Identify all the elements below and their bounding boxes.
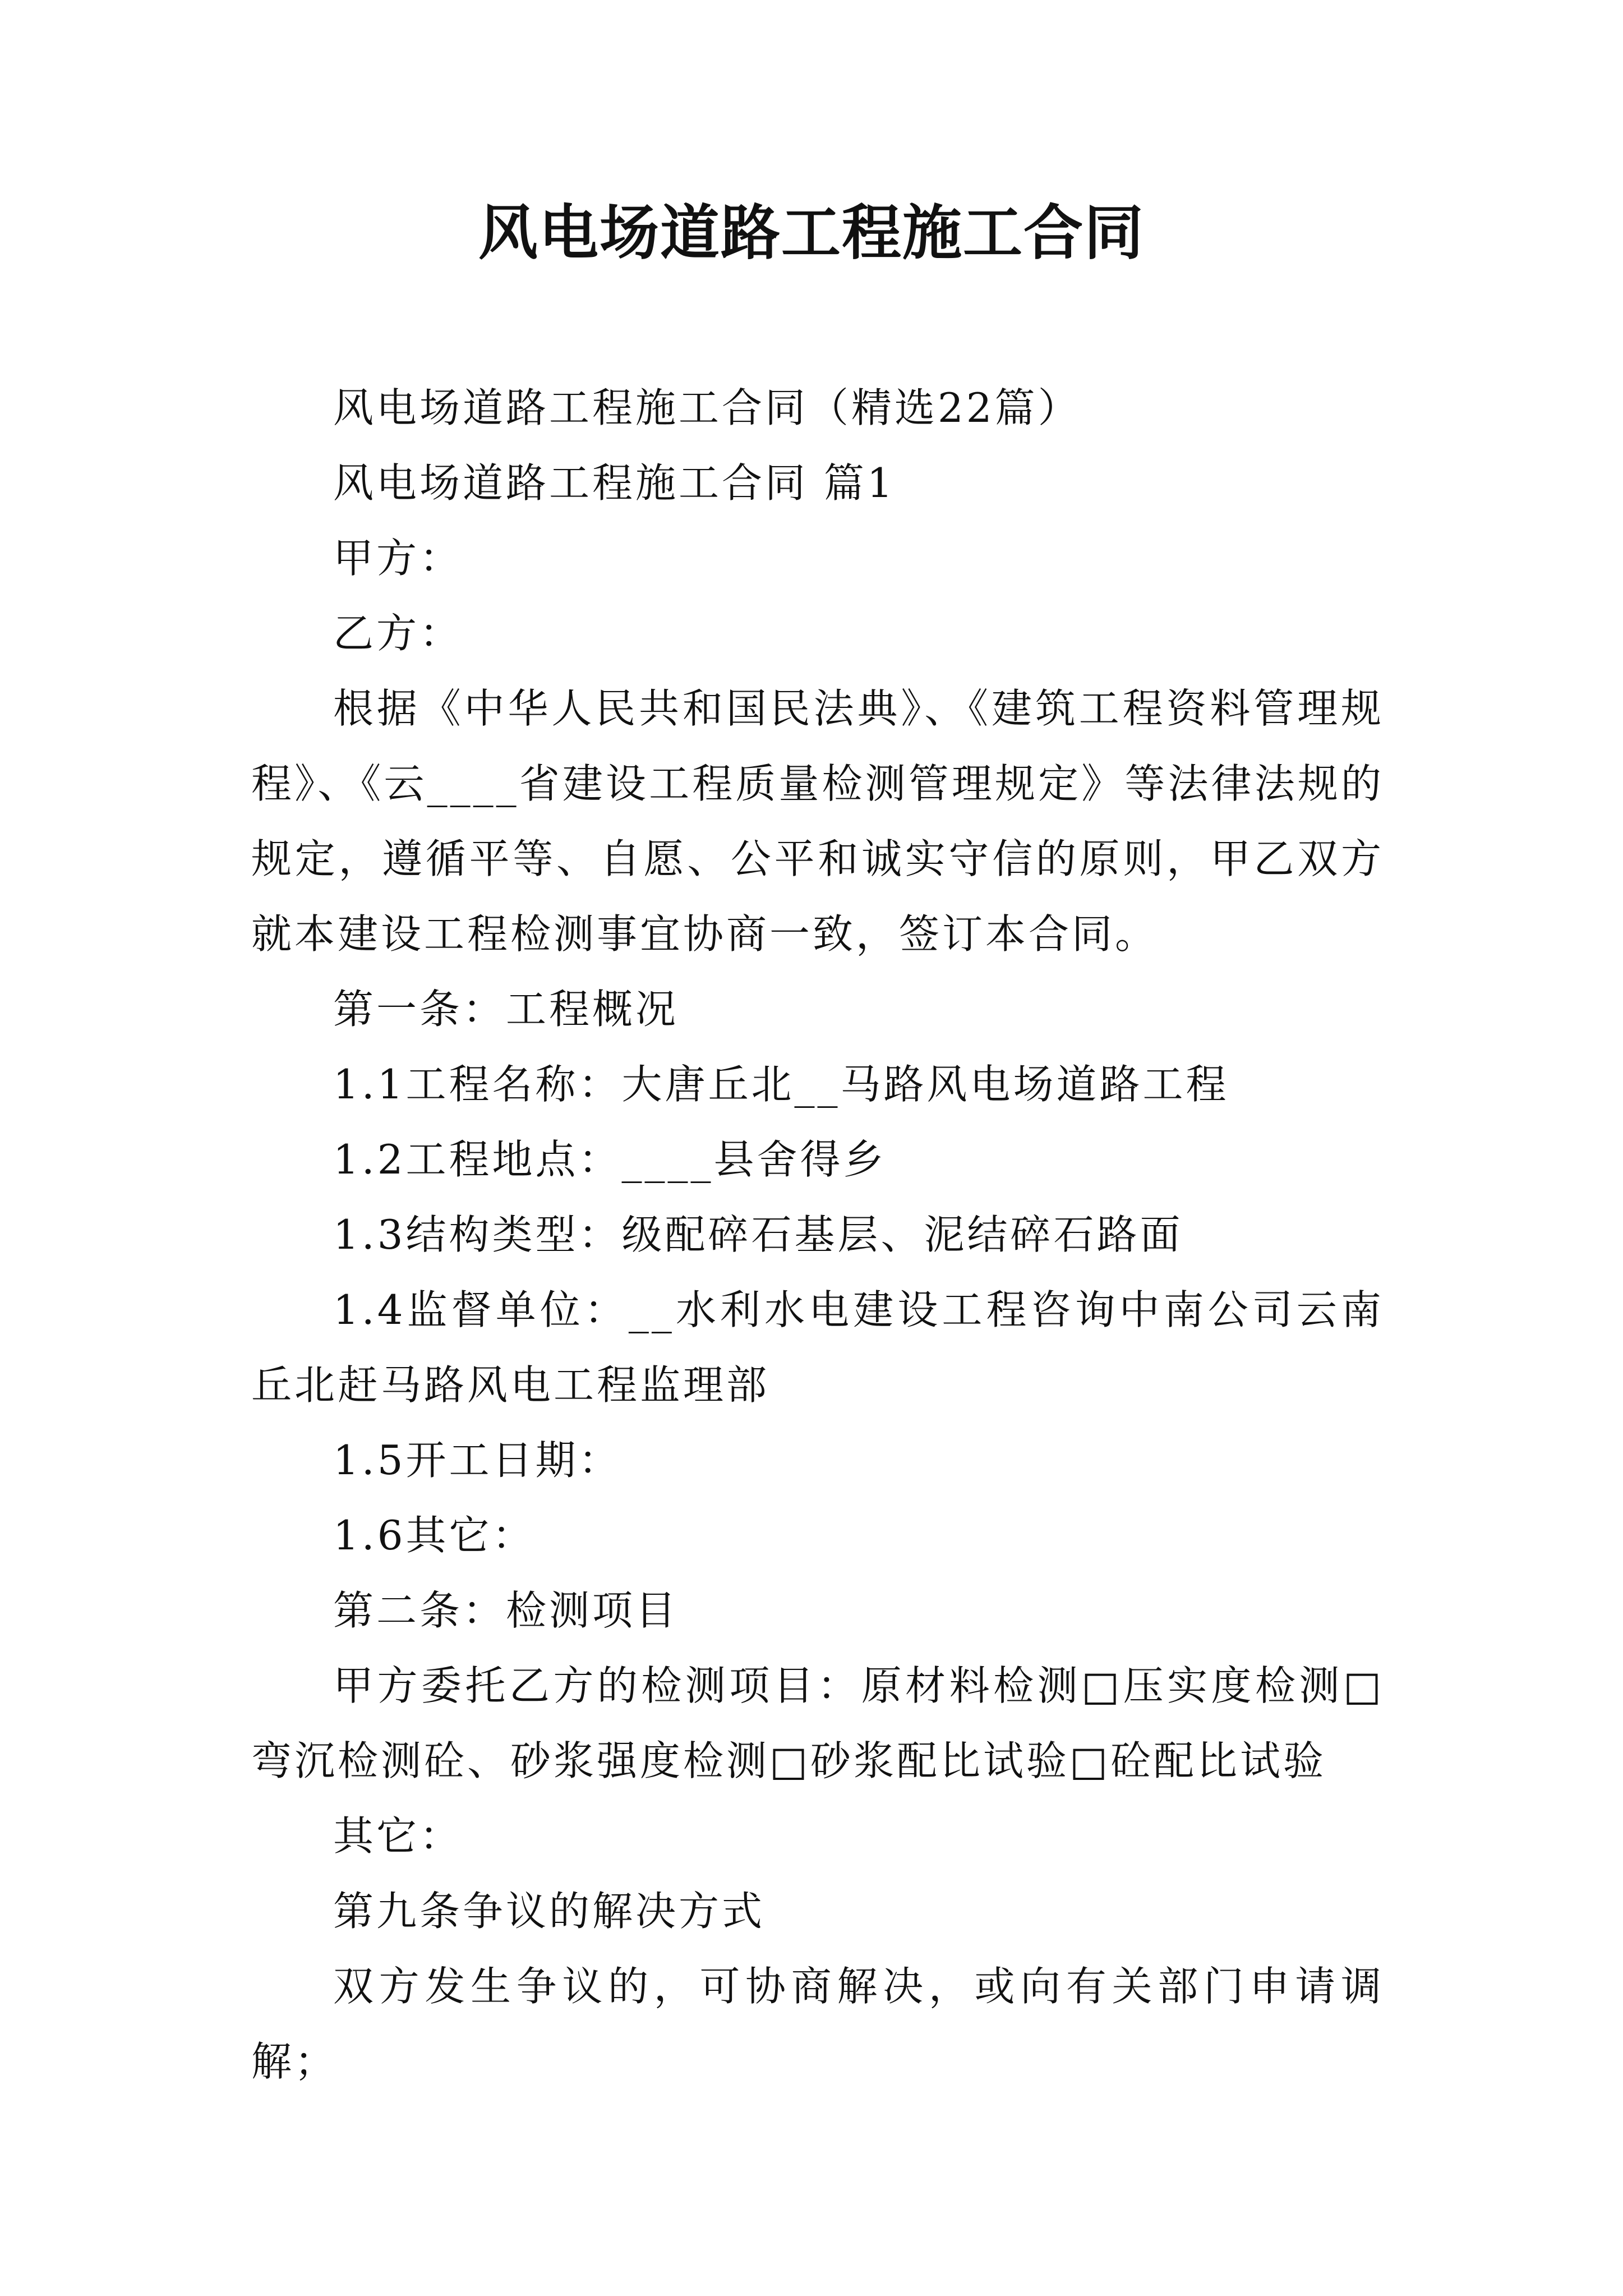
clause-1-4: 1.4监督单位：__水利水电建设工程咨询中南公司云南丘北赶马路风电工程监理部 — [251, 1286, 1384, 1409]
article-2-heading: 第二条：检测项目 — [333, 1587, 679, 1634]
document-body — [251, 370, 1384, 2099]
document-title: 风电场道路工程施工合同 — [478, 197, 1145, 268]
preamble-paragraph: 根据《中华人民共和国民法典》、《建筑工程资料管理规程》、《云____省建设工程质量检测管理规定》等法律法规的规定，遵循平等、自愿、公平和诚实守信的原则，甲乙双方就本建设工程检测事宜协商一致，签订本合同。 — [251, 685, 1384, 958]
clause-1-5: 1.5开工日期： — [333, 1437, 622, 1484]
section-heading: 风电场道路工程施工合同 篇1 — [333, 459, 896, 507]
party-b-line: 乙方： — [333, 610, 463, 657]
clause-1-1: 1.1工程名称：大唐丘北__马路风电场道路工程 — [333, 1061, 1229, 1108]
clause-1-6: 1.6其它： — [333, 1512, 536, 1559]
clause-1-3: 1.3结构类型：级配碎石基层、泥结碎石路面 — [333, 1211, 1183, 1258]
inspection-items-paragraph: 甲方委托乙方的检测项目：原材料检测□压实度检测□弯沉检测砼、砂浆强度检测□砂浆配比试验□砼配比试验 — [251, 1662, 1384, 1784]
dispute-paragraph: 双方发生争议的，可协商解决，或向有关部门申请调解； — [251, 1963, 1384, 2085]
party-a-line: 甲方： — [333, 535, 463, 582]
article-1-heading: 第一条：工程概况 — [333, 986, 679, 1033]
subtitle-paragraph: 风电场道路工程施工合同（精选22篇） — [333, 384, 1081, 431]
clause-1-2: 1.2工程地点：____县舍得乡 — [333, 1136, 887, 1183]
article-9-heading: 第九条争议的解决方式 — [333, 1888, 766, 1935]
other-line: 其它： — [333, 1812, 463, 1860]
